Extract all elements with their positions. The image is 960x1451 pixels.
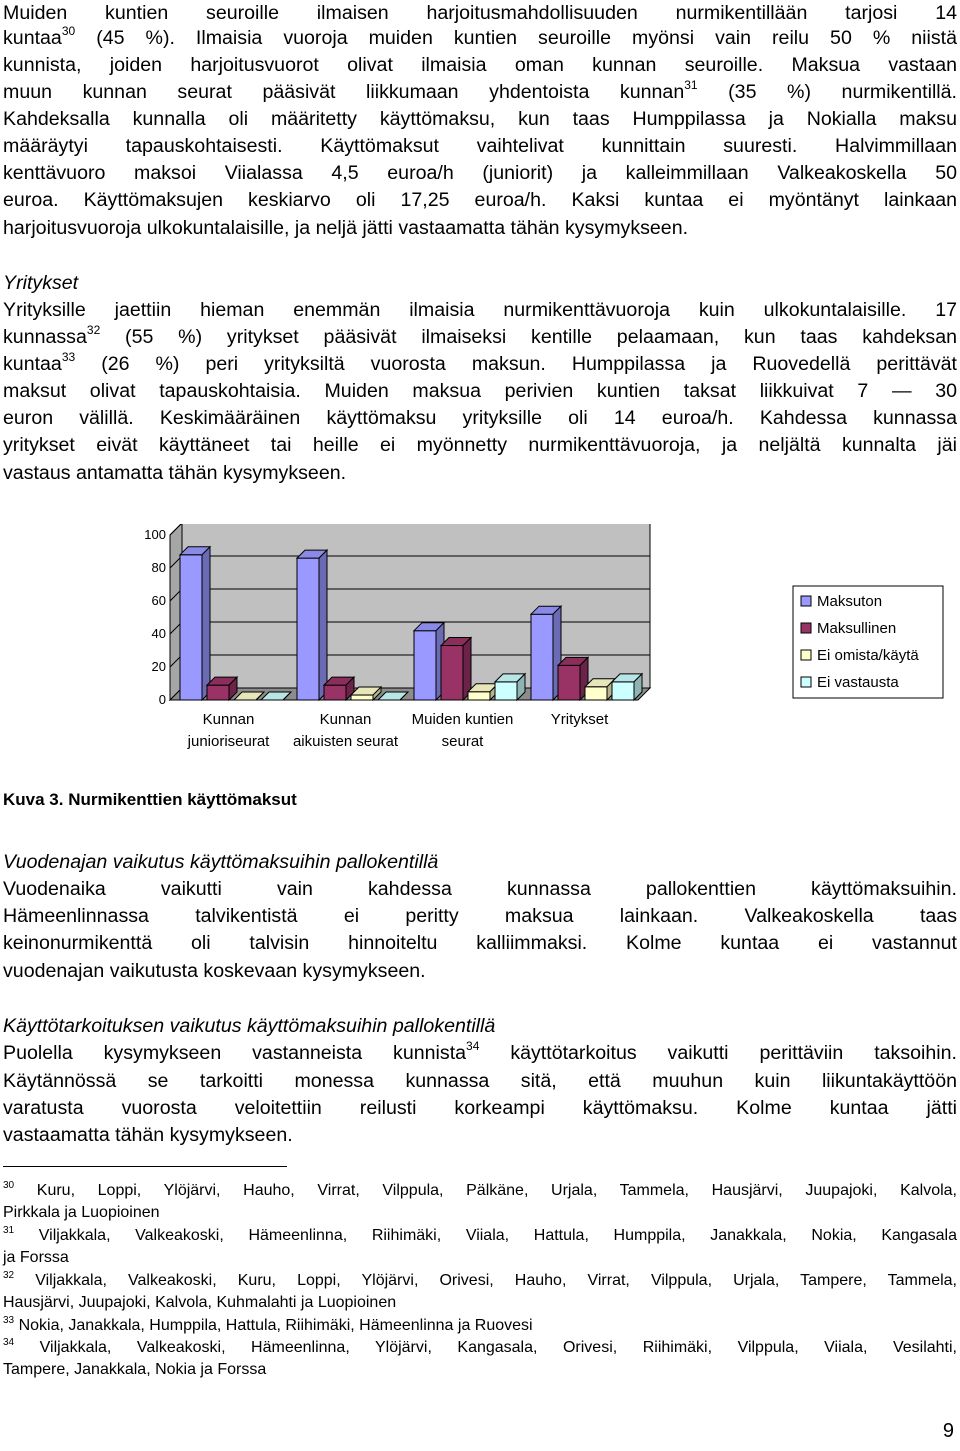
page-number: 9 bbox=[942, 1420, 954, 1442]
paragraph-line: kunnassa$^{32}$ (55 %) yritykset pääsivät ilmaiseksi kentille pelaamaan, kun taas kahdeksan bbox=[3, 323, 957, 348]
footnote-separator bbox=[3, 1166, 287, 1167]
category-label: Yritykset bbox=[550, 711, 609, 728]
footnote: $^{32}$ Viljakkala, Valkeakoski, Kuru, Loppi, Ylöjärvi, Orivesi, Hauho, Virrat, Vilppula, Urjala, Tampere, Tammela, bbox=[3, 1270, 957, 1289]
bar-side bbox=[319, 550, 327, 700]
category-label: seurat bbox=[441, 733, 484, 750]
paragraph-line: vastaamatta tähän kysymykseen. bbox=[3, 1124, 293, 1146]
paragraph-line: Hämeenlinnassa talvikentistä ei peritty maksua lainkaan. Valkeakoskella taas bbox=[3, 905, 957, 927]
paragraph-line: kunnista, joiden harjoitusvuorot olivat ilmaisia oman kunnan seuroille. Maksua vastaan bbox=[3, 54, 957, 76]
paragraph-line: vastaus antamatta tähän kysymykseen. bbox=[3, 462, 347, 484]
footnote: $^{33}$ Nokia, Janakkala, Humppila, Hattula, Riihimäki, Hämeenlinna ja Ruovesi bbox=[3, 1315, 533, 1334]
paragraph-line: yritykset eivät käyttäneet tai heille ei myönnetty nurmikenttävuoroja, ja neljältä kunnalta jäi bbox=[3, 434, 957, 456]
paragraph-line: Käytännössä se tarkoitti monessa kunnassa sitä, että muuhun kuin liikuntakäyttöön bbox=[3, 1070, 957, 1092]
paragraph-line: Kahdeksalla kunnalla oli määritetty käyttömaksu, kun taas Humppilassa ja Nokialla maksu bbox=[3, 108, 957, 130]
section-heading: Yritykset bbox=[3, 272, 79, 294]
footnote-ref: 33 bbox=[61, 350, 76, 364]
bar bbox=[180, 555, 202, 700]
category-label: junioriseurat bbox=[187, 733, 270, 750]
footnote: $^{34}$ Viljakkala, Valkeakoski, Hämeenlinna, Ylöjärvi, Kangasala, Orivesi, Riihimäki, Vilppula, Viiala, Vesilahti, bbox=[3, 1337, 957, 1356]
bar bbox=[441, 646, 463, 700]
paragraph-line: kuntaa$^{30}$ (45 %). Ilmaisia vuoroja muiden kuntien seuroille myönsi vain reilu 50 % niistä bbox=[3, 24, 957, 49]
paragraph-line: harjoitusvuoroja ulkokuntalaisille, ja neljä jätti vastaamatta tähän kysymykseen. bbox=[3, 217, 689, 239]
paragraph-line: Puolella kysymykseen vastanneista kunnista$^{34}$ käyttötarkoitus vaikutti perittäviin taksoihin. bbox=[3, 1039, 957, 1064]
paragraph-line: euroa. Käyttömaksujen keskiarvo oli 17,25 euroa/h. Kaksi kuntaa ei myöntänyt lainkaan bbox=[3, 189, 957, 211]
footnote-line: ja Forssa bbox=[3, 1249, 69, 1266]
legend-swatch bbox=[801, 677, 811, 687]
footnote-line: Hausjärvi, Juupajoki, Kalvola, Kuhmalahti ja Luopioinen bbox=[3, 1294, 397, 1311]
y-tick-label: 20 bbox=[151, 659, 166, 674]
footnote-line: Tampere, Janakkala, Nokia ja Forssa bbox=[3, 1361, 267, 1378]
bar bbox=[612, 682, 634, 700]
category-label: aikuisten seurat bbox=[292, 733, 399, 750]
y-tick-label: 40 bbox=[151, 626, 166, 641]
legend-swatch bbox=[801, 650, 811, 660]
bar bbox=[558, 665, 580, 700]
legend-swatch bbox=[801, 623, 811, 633]
legend-label: Maksuton bbox=[817, 593, 883, 610]
paragraph-line: vuodenajan vaikutusta koskevaan kysymykseen. bbox=[3, 960, 426, 982]
bar bbox=[324, 685, 346, 700]
paragraph-line: kenttävuoro maksoi Viialassa 4,5 euroa/h (juniorit) ja kalleimmillaan Valkeakoskella 50 bbox=[3, 162, 957, 184]
footnote-ref: 31 bbox=[684, 78, 698, 92]
paragraph-line: Vuodenaika vaikutti vain kahdessa kunnassa pallokenttien käyttömaksuihin. bbox=[3, 878, 957, 900]
footnote-ref: 34 bbox=[466, 1039, 480, 1053]
category-label: Kunnan bbox=[319, 711, 372, 728]
legend-label: Maksullinen bbox=[817, 620, 897, 637]
category-label: Kunnan bbox=[202, 711, 255, 728]
footnote-line: Pirkkala ja Luopioinen bbox=[3, 1204, 160, 1221]
paragraph-line: kuntaa$^{33}$ (26 %) peri yrityksiltä vuorosta maksun. Humppilassa ja Ruovedellä perittävät bbox=[3, 350, 957, 375]
bar bbox=[297, 558, 319, 700]
y-tick-label: 60 bbox=[151, 593, 166, 608]
legend-swatch bbox=[801, 596, 811, 606]
paragraph-line: euron välillä. Keskimääräinen käyttömaksu yrityksille oli 14 euroa/h. Kahdessa kunnassa bbox=[3, 407, 957, 429]
y-tick-label: 100 bbox=[144, 527, 166, 542]
figure-caption: Kuva 3. Nurmikenttien käyttömaksut bbox=[3, 790, 297, 809]
y-tick-label: 80 bbox=[151, 560, 166, 575]
paragraph-line: muun kunnan seurat pääsivät liikkumaan yhdentoista kunnan$^{31}$ (35 %) nurmikentillä. bbox=[3, 78, 957, 103]
bar bbox=[468, 692, 490, 700]
paragraph-line: maksut olivat tapauskohtaisia. Muiden maksua perivien kuntien taksat liikkuivat 7 — 30 bbox=[3, 380, 957, 402]
legend-label: Ei vastausta bbox=[817, 674, 899, 691]
paragraph-line: keinonurmikenttä oli talvisin hinnoiteltu kalliimmaksi. Kolme kuntaa ei vastannut bbox=[3, 932, 957, 954]
bar-side bbox=[202, 547, 210, 700]
footnote-ref: 30 bbox=[61, 24, 76, 38]
legend-label: Ei omista/käytä bbox=[817, 647, 919, 664]
footnote-ref: 32 bbox=[86, 323, 101, 337]
section-heading: Käyttötarkoituksen vaikutus käyttömaksuihin pallokentillä bbox=[3, 1015, 496, 1037]
paragraph-line: määräytyi tapauskohtaisesti. Käyttömaksut vaihtelivat kunnittain suuresti. Halvimmillaan bbox=[3, 135, 957, 157]
bar bbox=[495, 682, 517, 700]
bar bbox=[207, 685, 229, 700]
paragraph-line: Yrityksille jaettiin hieman enemmän ilmaisia nurmikenttävuoroja kuin ulkokuntalaisille. 17 bbox=[3, 299, 957, 321]
paragraph-line: Muiden kuntien seuroille ilmaisen harjoitusmahdollisuuden nurmikentillään tarjosi 14 bbox=[3, 2, 957, 24]
y-tick-label: 0 bbox=[158, 692, 166, 707]
footnote: $^{30}$ Kuru, Loppi, Ylöjärvi, Hauho, Virrat, Vilppula, Pälkäne, Urjala, Tammela, Hausjärvi, Juupajoki, Kalvola, bbox=[3, 1180, 957, 1199]
bar bbox=[351, 695, 373, 700]
bar bbox=[414, 631, 436, 700]
footnote: $^{31}$ Viljakkala, Valkeakoski, Hämeenlinna, Riihimäki, Viiala, Hattula, Humppila, Janakkala, Nokia, Kangasala bbox=[3, 1225, 957, 1244]
usage-fee-chart bbox=[118, 524, 958, 764]
bar bbox=[585, 687, 607, 700]
category-label: Muiden kuntien bbox=[411, 711, 514, 728]
section-heading: Vuodenajan vaikutus käyttömaksuihin pallokentillä bbox=[3, 851, 439, 873]
bar bbox=[531, 614, 553, 700]
paragraph-line: varatusta vuorosta veloitettiin reilusti korkeampi käyttömaksu. Kolme kuntaa jätti bbox=[3, 1097, 957, 1119]
